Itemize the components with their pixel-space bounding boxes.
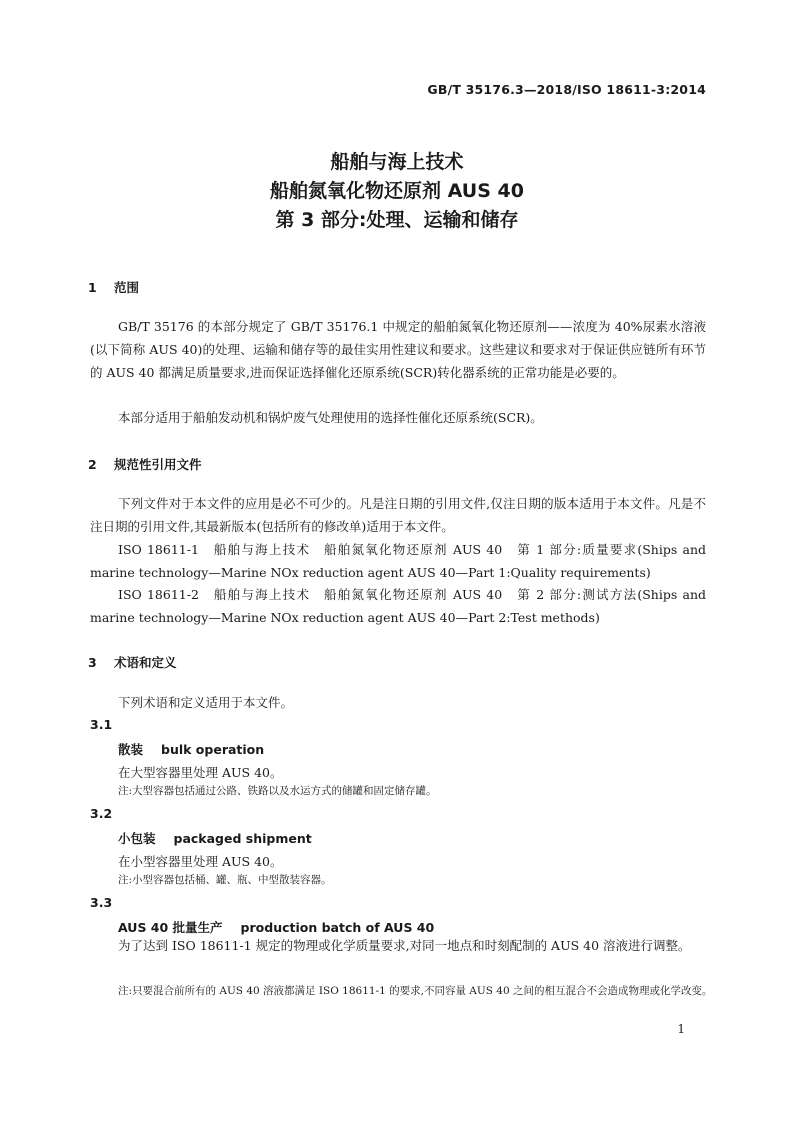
normative-reference-2: ISO 18611-2 船舶与海上技术 船舶氮氧化物还原剂 AUS 40 第 2 部分:测试方法(Ships and marine technology—Marine NOx reduction agent AUS 40—Part 2:Test methods) xyxy=(90,587,706,625)
term-en: production batch of AUS 40 xyxy=(240,920,435,935)
standard-code: GB/T 35176.3—2018/ISO 18611-3:2014 xyxy=(427,82,706,97)
clause-number: 3.1 xyxy=(90,717,113,732)
term-en: bulk operation xyxy=(161,742,265,757)
term-zh: 散装 xyxy=(118,742,144,757)
page-number: 1 xyxy=(677,1022,685,1036)
document-title xyxy=(0,148,794,235)
title-line-1: 船舶与海上技术 xyxy=(330,151,464,173)
section-3-paragraph-1: 下列术语和定义适用于本文件。 xyxy=(118,695,294,710)
term-en: packaged shipment xyxy=(173,831,312,846)
section-2-heading xyxy=(88,455,202,473)
term-zh: 小包装 xyxy=(118,831,156,846)
term-definition: 在大型容器里处理 AUS 40。 xyxy=(118,765,283,780)
section-2-paragraph-1: 下列文件对于本文件的应用是必不可少的。凡是注日期的引用文件,仅注日期的版本适用于本文件。凡是不注日期的引用文件,其最新版本(包括所有的修改单)适用于本文件。 xyxy=(90,496,706,534)
section-1-number: 1 xyxy=(88,280,97,295)
term-definition: 为了达到 ISO 18611-1 规定的物理或化学质量要求,对同一地点和时刻配制的 AUS 40 溶液进行调整。 xyxy=(118,938,691,953)
clause-number: 3.3 xyxy=(90,895,113,910)
term-zh: AUS 40 批量生产 xyxy=(118,920,223,935)
term-note: 注:大型容器包括通过公路、铁路以及水运方式的储罐和固定储存罐。 xyxy=(118,785,437,797)
title-line-3: 第 3 部分:处理、运输和储存 xyxy=(275,209,519,231)
term-note: 注:只要混合前所有的 AUS 40 溶液都满足 ISO 18611-1 的要求,不同容量 AUS 40 之间的相互混合不会造成物理或化学改变。 xyxy=(118,985,713,997)
section-2-number: 2 xyxy=(88,457,97,472)
term-entry xyxy=(118,829,312,847)
section-3-number: 3 xyxy=(88,655,97,670)
section-1-title: 范围 xyxy=(114,280,140,295)
title-line-2: 船舶氮氧化物还原剂 AUS 40 xyxy=(270,180,524,202)
term-definition: 在小型容器里处理 AUS 40。 xyxy=(118,854,283,869)
section-1-paragraph-2: 本部分适用于船舶发动机和锅炉废气处理使用的选择性催化还原系统(SCR)。 xyxy=(118,410,543,425)
normative-reference-1: ISO 18611-1 船舶与海上技术 船舶氮氧化物还原剂 AUS 40 第 1 部分:质量要求(Ships and marine technology—Marine NOx reduction agent AUS 40—Part 1:Quality requirements) xyxy=(90,542,706,580)
term-entry xyxy=(118,740,264,758)
clause-number: 3.2 xyxy=(90,806,113,821)
section-2-title: 规范性引用文件 xyxy=(114,457,202,472)
section-3-heading xyxy=(88,653,177,671)
section-1-heading xyxy=(88,278,139,296)
section-3-title: 术语和定义 xyxy=(114,655,177,670)
section-1-paragraph-1: GB/T 35176 的本部分规定了 GB/T 35176.1 中规定的船舶氮氧化物还原剂——浓度为 40%尿素水溶液(以下简称 AUS 40)的处理、运输和储存等的最佳实用性建议和要求。这些建议和要求对于保证供应链所有环节的 AUS 40 都满足质量要求,进而保证选择催化还原系统(SCR)转化器系统的正常功能是必要的。 xyxy=(90,319,706,380)
term-note: 注:小型容器包括桶、罐、瓶、中型散装容器。 xyxy=(118,874,332,886)
